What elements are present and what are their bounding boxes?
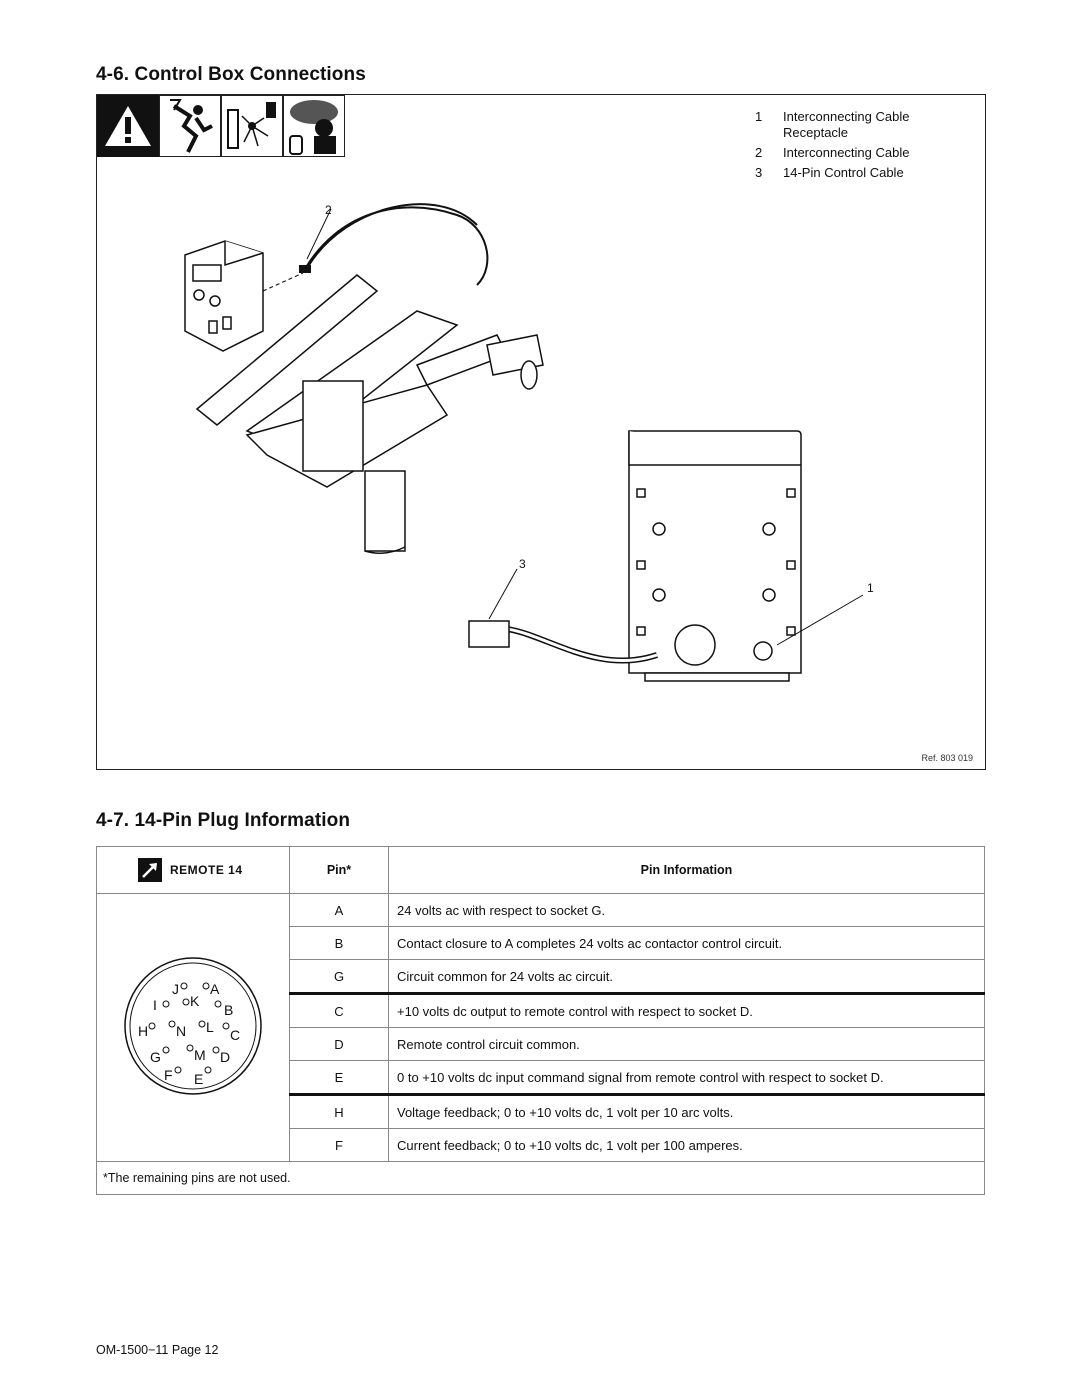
pin-info-cell: Remote control circuit common. [389,1028,985,1061]
pin-cell: F [290,1129,389,1162]
pin-letter-L: L [206,1019,214,1035]
pin-letter-J: J [172,981,179,997]
col-info-header: Pin Information [389,847,985,894]
callout-2: 2 [325,203,332,217]
pin-info-cell: Circuit common for 24 volts ac circuit. [389,960,985,994]
legend-item: 2 Interconnecting Cable [755,145,910,160]
pin-letter-B: B [224,1002,234,1018]
footnote-row [97,1162,985,1195]
pin-cell: G [290,960,389,994]
pin-letter-H: H [138,1023,149,1039]
pin-letter-I: I [153,997,157,1013]
pin-letter-N: N [176,1023,187,1039]
pin-info-cell: Voltage feedback; 0 to +10 volts dc, 1 volt per 10 arc volts. [389,1095,985,1129]
legend-item: 3 14-Pin Control Cable [755,165,904,180]
pin-info-table [96,846,985,1195]
pin-info-cell: Current feedback; 0 to +10 volts dc, 1 volt per 100 amperes. [389,1129,985,1162]
table-footnote: *The remaining pins are not used. [97,1162,985,1195]
pin-cell: D [290,1028,389,1061]
wire-feeder-drawing [629,431,801,681]
pin-letter-K: K [190,993,200,1009]
table-header-row [97,847,985,894]
col-pin-header: Pin* [290,847,389,894]
pin-letter-F: F [164,1067,173,1083]
pin-letter-D: D [220,1049,231,1065]
pin-letter-G: G [150,1049,161,1065]
connector-diagram-cell [97,894,290,1162]
page-footer: OM-1500−11 Page 12 [96,1343,219,1357]
control-box-drawing [185,241,263,351]
connection-illustration [97,95,985,769]
connector-face-diagram [98,906,288,1146]
pin-info-cell: 24 volts ac with respect to socket G. [389,894,985,927]
legend-item: 1 Interconnecting Cable Receptacle [755,109,910,140]
pin-info-cell: Contact closure to A completes 24 volts ac contactor control circuit. [389,927,985,960]
table-row [97,894,985,927]
pin-info-cell: 0 to +10 volts dc input command signal from remote control with respect to socket D. [389,1061,985,1095]
pin-cell: A [290,894,389,927]
pin-cell: E [290,1061,389,1095]
pin-letter-E: E [194,1071,204,1087]
callout-1: 1 [867,581,874,595]
pin-cell: C [290,994,389,1028]
pin-cell: H [290,1095,389,1129]
figure-ref: Ref. 803 019 [921,753,973,763]
section-title-pin-plug: 4-7. 14-Pin Plug Information [96,810,351,831]
pin-letter-C: C [230,1027,241,1043]
callout-3: 3 [519,557,526,571]
pin-info-cell: +10 volts dc output to remote control with respect to socket D. [389,994,985,1028]
remote-badge-cell [97,847,290,894]
control-box-figure [96,94,986,770]
pin-letter-A: A [210,981,220,997]
remote-arrow-icon [138,858,162,882]
remote-label: REMOTE 14 [170,863,243,877]
section-title-control-box: 4-6. Control Box Connections [96,64,366,85]
pin-cell: B [290,927,389,960]
pin-letter-M: M [194,1047,206,1063]
